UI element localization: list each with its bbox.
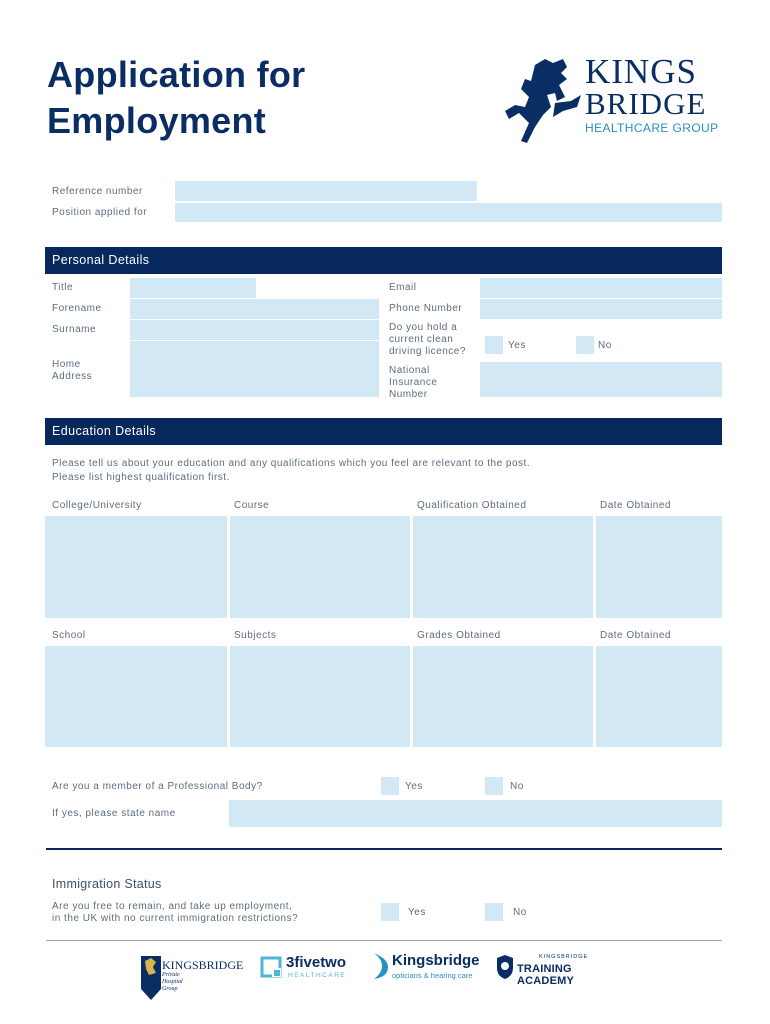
school-field[interactable] xyxy=(45,646,227,747)
footer-divider xyxy=(46,940,722,941)
title-field[interactable] xyxy=(130,278,256,298)
kingsbridge-logo xyxy=(505,52,730,147)
immigration-no-checkbox[interactable] xyxy=(485,903,503,921)
professional-body-name-field[interactable] xyxy=(229,800,722,827)
qualification-obtained-field[interactable] xyxy=(413,516,593,618)
professional-body-no-label: No xyxy=(510,781,524,792)
driving-licence-yes-label: Yes xyxy=(508,340,526,351)
surname-label: Surname xyxy=(52,324,97,335)
reference-number-field[interactable] xyxy=(175,181,477,201)
subjects-header: Subjects xyxy=(234,630,277,641)
state-name-label: If yes, please state name xyxy=(52,808,176,819)
email-field[interactable] xyxy=(480,278,722,298)
grades-obtained-header: Grades Obtained xyxy=(417,630,501,641)
ni-label-line-3: Number xyxy=(389,389,428,400)
driving-licence-label-line-2: current clean xyxy=(389,334,454,345)
position-applied-field[interactable] xyxy=(175,203,722,222)
home-address-label-line-2: Address xyxy=(52,371,93,382)
training-academy-logo xyxy=(495,953,630,987)
immigration-no-label: No xyxy=(513,907,527,918)
college-university-field[interactable] xyxy=(45,516,227,618)
kingsbridge-opticians-logo xyxy=(372,950,482,984)
immigration-yes-checkbox[interactable] xyxy=(381,903,399,921)
position-applied-label: Position applied for xyxy=(52,207,148,218)
logo-line-healthcare: HEALTHCARE GROUP xyxy=(585,121,719,135)
forename-label: Forename xyxy=(52,303,102,314)
shield-icon xyxy=(140,955,162,1001)
driving-licence-no-label: No xyxy=(598,340,612,351)
school-header: School xyxy=(52,630,86,641)
3fivetwo-logo xyxy=(260,954,360,984)
professional-body-no-checkbox[interactable] xyxy=(485,777,503,795)
footer-logo3-sub: opticians & hearing care xyxy=(392,971,473,980)
qualification-obtained-header: Qualification Obtained xyxy=(417,500,527,511)
lion-rampant-icon xyxy=(505,57,583,147)
course-field[interactable] xyxy=(230,516,410,618)
reference-number-label: Reference number xyxy=(52,186,143,197)
immigration-yes-label: Yes xyxy=(408,907,426,918)
title-line-1: Application for xyxy=(47,54,306,95)
driving-licence-label xyxy=(389,322,466,358)
date-obtained-field-1[interactable] xyxy=(596,516,722,618)
date-obtained-header-1: Date Obtained xyxy=(600,500,671,511)
eye-drop-icon xyxy=(372,951,390,981)
driving-licence-label-line-1: Do you hold a xyxy=(389,322,458,333)
footer-logo1-sub-2: Hospital xyxy=(162,979,183,985)
ni-label-line-1: National xyxy=(389,365,430,376)
home-address-label-line-1: Home xyxy=(52,359,81,370)
driving-licence-yes-checkbox[interactable] xyxy=(485,336,503,354)
footer-logo1-sub-1: Private xyxy=(162,972,180,978)
kingsbridge-hospital-logo xyxy=(140,955,255,1001)
page-title xyxy=(47,52,447,144)
logo-line-bridge: BRIDGE xyxy=(585,86,707,121)
square-bracket-icon xyxy=(260,956,282,978)
footer-logo4-name: TRAINING ACADEMY xyxy=(517,963,575,987)
home-address-field[interactable] xyxy=(130,341,379,397)
date-obtained-field-2[interactable] xyxy=(596,646,722,747)
professional-body-question: Are you a member of a Professional Body? xyxy=(52,781,263,792)
ni-label-line-2: Insurance xyxy=(389,377,438,388)
footer-logo1-sub-3: Group xyxy=(162,986,178,992)
phone-number-field[interactable] xyxy=(480,299,722,319)
subjects-field[interactable] xyxy=(230,646,410,747)
title-label: Title xyxy=(52,282,74,293)
grades-obtained-field[interactable] xyxy=(413,646,593,747)
immigration-question-line-2: in the UK with no current immigration restrictions? xyxy=(52,913,299,924)
education-details-heading: Education Details xyxy=(45,418,722,445)
immigration-question xyxy=(52,901,298,925)
section-divider xyxy=(46,848,722,850)
footer-logo1-name: KINGSBRIDGE xyxy=(162,958,244,972)
professional-body-yes-label: Yes xyxy=(405,781,423,792)
footer-logo2-sub: HEALTHCARE xyxy=(288,972,347,979)
driving-licence-no-checkbox[interactable] xyxy=(576,336,594,354)
national-insurance-label xyxy=(389,365,437,401)
college-university-header: College/University xyxy=(52,500,142,511)
immigration-status-heading: Immigration Status xyxy=(52,877,162,891)
date-obtained-header-2: Date Obtained xyxy=(600,630,671,641)
email-label: Email xyxy=(389,282,417,293)
surname-field[interactable] xyxy=(130,320,379,340)
national-insurance-field[interactable] xyxy=(480,362,722,397)
footer-logo4-top: KINGSBRIDGE xyxy=(539,954,589,960)
education-intro-line-1: Please tell us about your education and any qualifications which you feel are relevant to the post. xyxy=(52,458,531,469)
course-header: Course xyxy=(234,500,270,511)
footer-logo3-name: Kingsbridge xyxy=(392,952,480,969)
logo-line-kings: KINGS xyxy=(585,52,697,91)
home-address-label xyxy=(52,359,92,383)
driving-licence-label-line-3: driving licence? xyxy=(389,346,466,357)
personal-details-heading: Personal Details xyxy=(45,247,722,274)
immigration-question-line-1: Are you free to remain, and take up employment, xyxy=(52,901,293,912)
forename-field[interactable] xyxy=(130,299,379,319)
phone-number-label: Phone Number xyxy=(389,303,463,314)
footer-logo2-name: 3fivetwo xyxy=(286,954,347,971)
professional-body-yes-checkbox[interactable] xyxy=(381,777,399,795)
lion-crest-icon xyxy=(495,954,515,980)
education-intro-line-2: Please list highest qualification first. xyxy=(52,472,230,483)
title-line-2: Employment xyxy=(47,100,267,141)
